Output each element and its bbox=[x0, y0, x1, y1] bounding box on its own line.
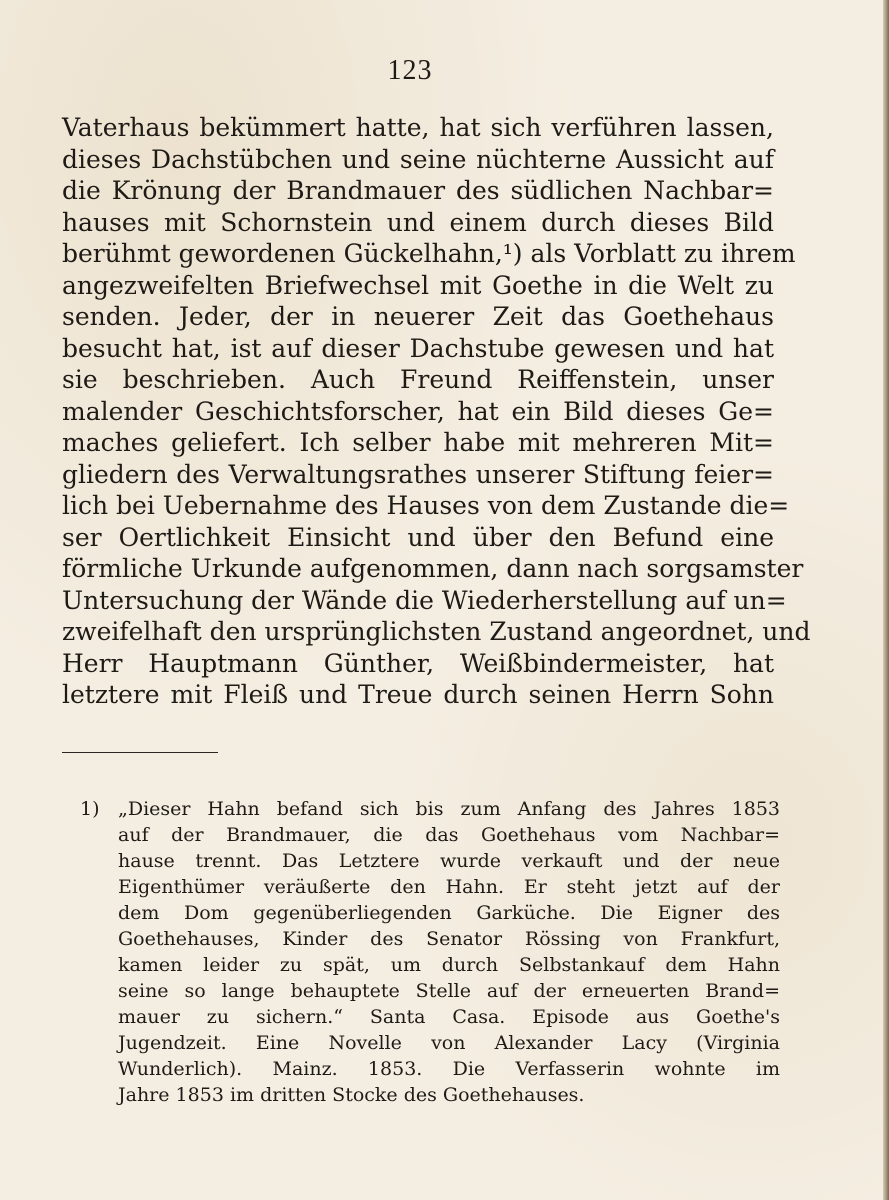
footnote-line: kamen leider zu spät, um durch Selbstankauf dem Hahn bbox=[118, 954, 780, 976]
page-number: 123 bbox=[387, 55, 433, 86]
text-line: besucht hat, ist auf dieser Dachstube gewesen und hat bbox=[62, 333, 774, 363]
page-edge bbox=[883, 0, 889, 1200]
text-line: dieses Dachstübchen und seine nüchterne Aussicht auf bbox=[62, 144, 774, 174]
main-text-block bbox=[62, 112, 811, 711]
text-line: berühmt gewordenen Gückelhahn,¹) als Vorblatt zu ihrem bbox=[62, 239, 796, 268]
footnote-separator bbox=[62, 752, 218, 753]
footnote-line: Jugendzeit. Eine Novelle von Alexander Lacy (Virginia bbox=[118, 1032, 780, 1054]
text-line: Vaterhaus bekümmert hatte, hat sich verführen lassen, bbox=[62, 113, 774, 142]
footnote-line: „Dieser Hahn befand sich bis zum Anfang des Jahres 1853 bbox=[118, 798, 780, 820]
footnote-line: seine so lange behauptete Stelle auf der erneuerten Brand= bbox=[118, 980, 780, 1002]
text-line: letztere mit Fleiß und Treue durch seinen Herrn Sohn bbox=[62, 680, 774, 709]
text-line: förmliche Urkunde aufgenommen, dann nach sorgsamster bbox=[62, 554, 804, 583]
text-line: lich bei Uebernahme des Hauses von dem Zustande die= bbox=[62, 491, 790, 520]
text-line: angezweifelten Briefwechsel mit Goethe in die Welt zu bbox=[62, 270, 774, 300]
text-line: malender Geschichtsforscher, hat ein Bild dieses Ge= bbox=[62, 396, 774, 426]
footnote-line: Eigenthümer veräußerte den Hahn. Er steht jetzt auf der bbox=[118, 876, 780, 898]
footnote-line: Wunderlich). Mainz. 1853. Die Verfasserin wohnte im bbox=[118, 1058, 780, 1080]
footnote-line: hause trennt. Das Letztere wurde verkauft und der neue bbox=[118, 850, 780, 872]
text-line: Herr Hauptmann Günther, Weißbindermeister, hat bbox=[62, 648, 774, 678]
text-line: hauses mit Schornstein und einem durch dieses Bild bbox=[62, 207, 774, 237]
footnote-line: Jahre 1853 im dritten Stocke des Goethehauses. bbox=[118, 1084, 585, 1106]
footnote-text bbox=[118, 796, 780, 1108]
text-line: senden. Jeder, der in neuerer Zeit das Goethehaus bbox=[62, 302, 774, 331]
text-line: ser Oertlichkeit Einsicht und über den Befund eine bbox=[62, 522, 774, 552]
text-line: sie beschrieben. Auch Freund Reiffenstein, unser bbox=[62, 365, 774, 394]
text-line: maches geliefert. Ich selber habe mit mehreren Mit= bbox=[62, 428, 774, 457]
footnote-line: Goethehauses, Kinder des Senator Rössing von Frankfurt, bbox=[118, 928, 780, 950]
text-line: die Krönung der Brandmauer des südlichen Nachbar= bbox=[62, 176, 774, 205]
footnote-line: dem Dom gegenüberliegenden Garküche. Die Eigner des bbox=[118, 902, 780, 924]
text-line: gliedern des Verwaltungsrathes unserer Stiftung feier= bbox=[62, 459, 774, 489]
text-line: Untersuchung der Wände die Wiederherstellung auf un= bbox=[62, 585, 787, 615]
footnote-line: mauer zu sichern.“ Santa Casa. Episode aus Goethe's bbox=[118, 1006, 780, 1028]
text-line: zweifelhaft den ursprünglichsten Zustand angeordnet, und bbox=[62, 617, 811, 646]
footnote-marker: 1) bbox=[80, 798, 100, 820]
footnote-line: auf der Brandmauer, die das Goethehaus vom Nachbar= bbox=[118, 824, 780, 846]
